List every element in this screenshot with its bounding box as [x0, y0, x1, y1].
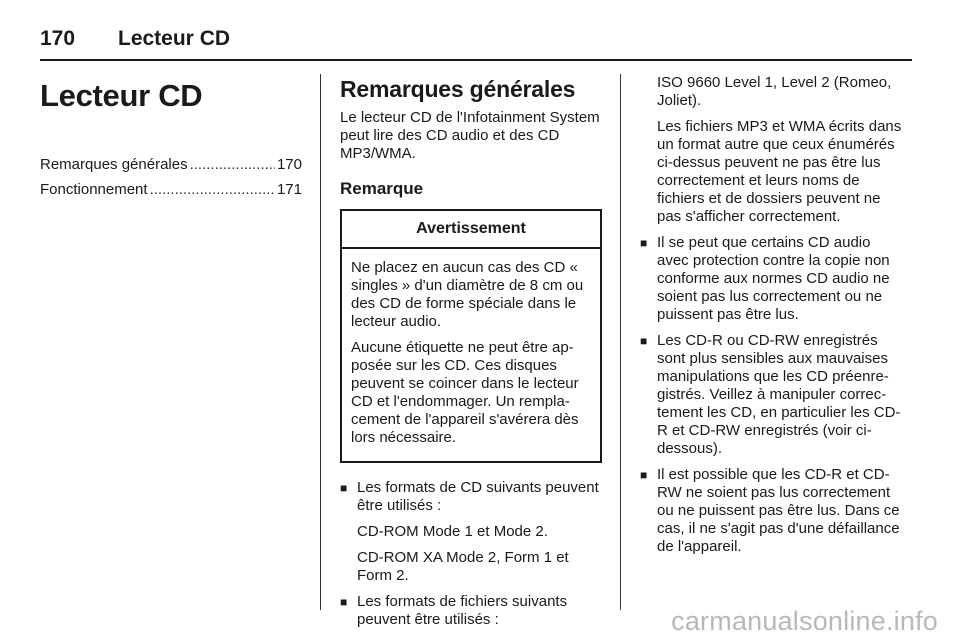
warning-paragraph: Ne placez en aucun cas des CD « singles » d'un diamètre de 8 cm ou des CD de forme spéciale dans le lecteur audio.	[351, 259, 584, 330]
page-number: 170	[40, 27, 76, 50]
column-continued	[640, 74, 902, 564]
list-item-subtext: CD-ROM Mode 1 et Mode 2.	[357, 523, 548, 540]
toc-entry-title: Remarques générales	[40, 156, 188, 173]
toc-entry-remarques[interactable]	[40, 152, 302, 177]
warning-title: Avertissement	[342, 211, 600, 249]
list-item-text: Il est possible que les CD-R et CD-RW ne soient pas lus correctement ou ne puissent pas être lus. Dans ce cas, il ne s'agit pas d'une défaillance de l'appareil.	[657, 466, 900, 555]
warning-body	[342, 249, 600, 461]
toc-leader-dots	[150, 177, 275, 202]
list-item-subtext: CD-ROM XA Mode 2, Form 1 et Form 2.	[357, 549, 569, 584]
list-item-text: Il se peut que certains CD audio avec protection contre la copie non conforme aux normes CD audio ne soient pas lus correctement ou ne puissent pas être lus.	[657, 234, 890, 323]
bullet-list	[340, 479, 602, 629]
list-item	[340, 593, 602, 629]
list-item	[340, 479, 602, 585]
bullet-square-icon: ■	[340, 481, 348, 495]
page-header	[40, 22, 912, 56]
running-chapter-title: Lecteur CD	[118, 27, 231, 50]
list-item	[640, 466, 902, 556]
chapter-title: Lecteur CD	[40, 78, 203, 113]
bullet-square-icon: ■	[340, 595, 348, 609]
column-divider-2	[620, 74, 621, 610]
bullet-square-icon: ■	[640, 468, 648, 482]
toc-entry-fonctionnement[interactable]	[40, 177, 302, 202]
bullet-square-icon: ■	[640, 334, 648, 348]
column-divider-1	[320, 74, 321, 610]
table-of-contents	[40, 152, 302, 202]
toc-leader-dots	[190, 152, 275, 177]
continued-paragraph: ISO 9660 Level 1, Level 2 (Romeo, Joliet).	[657, 74, 892, 109]
section-title: Remarques générales	[340, 76, 576, 102]
list-item-text: Les formats de CD suivants peuvent être utilisés :	[357, 479, 599, 514]
toc-entry-page: 171	[276, 181, 302, 198]
column-toc	[40, 74, 302, 202]
list-item	[640, 234, 902, 324]
column-general-notes	[340, 74, 602, 637]
header-rule	[40, 59, 912, 61]
warning-box	[340, 209, 602, 463]
toc-entry-page: 170	[276, 156, 302, 173]
list-item-text: Les formats de fichiers suivants peuvent être utilisés :	[357, 593, 568, 628]
watermark: carmanualsonline.info	[671, 606, 938, 636]
warning-paragraph: Aucune étiquette ne peut être apposée sur les CD. Ces disques peuvent se coincer dans le lecteur CD et l'endommager. Un remplacement de l'appareil s'avérera dès lors nécessaire.	[351, 339, 579, 446]
bullet-list	[640, 234, 902, 556]
list-item-text: Les CD-R ou CD-RW enregistrés sont plus sensibles aux mauvaises manipulations que les CD préenregistrés. Veillez à manipuler correctement les CD, en particulier les CD-R et CD-RW enregistrés (voir ci-dessous).	[657, 332, 901, 457]
remark-title: Remarque	[340, 179, 424, 198]
toc-entry-title: Fonctionnement	[40, 181, 148, 198]
intro-paragraph: Le lecteur CD de l'Infotainment System peut lire des CD audio et des CD MP3/WMA.	[340, 109, 600, 162]
continued-paragraph: Les fichiers MP3 et WMA écrits dans un format autre que ceux énumérés ci-dessus peuvent ne pas être lus correctement et leurs noms de fichiers et de dossiers peuvent ne pas s'afficher correctement.	[657, 118, 902, 225]
list-item	[640, 332, 902, 458]
bullet-square-icon: ■	[640, 236, 648, 250]
